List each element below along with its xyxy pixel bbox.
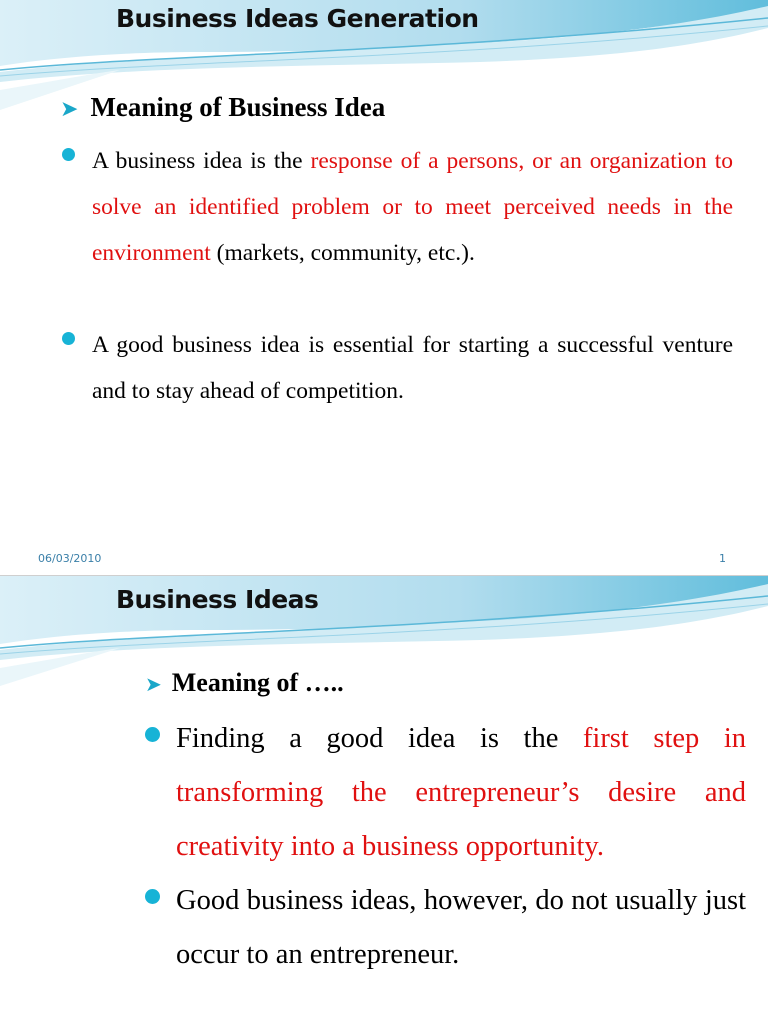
heading-text: Meaning of ….. — [171, 668, 344, 697]
bullet-item — [176, 712, 746, 874]
slide-title: Business Ideas — [116, 585, 319, 614]
bullet-dot-icon — [62, 148, 75, 161]
slide-2 — [0, 576, 768, 1024]
bullet-text: Good business ideas, however, do not usually just occur to an entrepreneur. — [176, 885, 746, 970]
section-heading — [145, 668, 344, 698]
bullet-dot-icon — [62, 332, 75, 345]
bullet-item — [92, 322, 733, 414]
bullet-text: Finding a good idea is the first step in transforming the entrepreneur’s desire and creativity into a business opportunity. — [176, 723, 746, 862]
heading-text: Meaning of Business Idea — [90, 92, 386, 122]
bullet-text: A good business idea is essential for starting a successful venture and to stay ahead of competition. — [92, 332, 733, 404]
arrow-right-icon: ➤ — [60, 97, 79, 122]
section-heading — [60, 92, 385, 123]
bullet-item — [176, 874, 746, 982]
bullet-dot-icon — [145, 889, 160, 904]
arrow-right-icon: ➤ — [145, 672, 162, 696]
slide-title: Business Ideas Generation — [116, 4, 479, 33]
footer-date: 06/03/2010 — [38, 552, 102, 565]
page-number: 1 — [719, 552, 726, 565]
bullet-text: A business idea is the response of a persons, or an organization to solve an identified problem or to meet perceived needs in the environment (markets, community, etc.). — [92, 148, 733, 266]
bullet-item — [92, 138, 733, 276]
bullet-dot-icon — [145, 727, 160, 742]
